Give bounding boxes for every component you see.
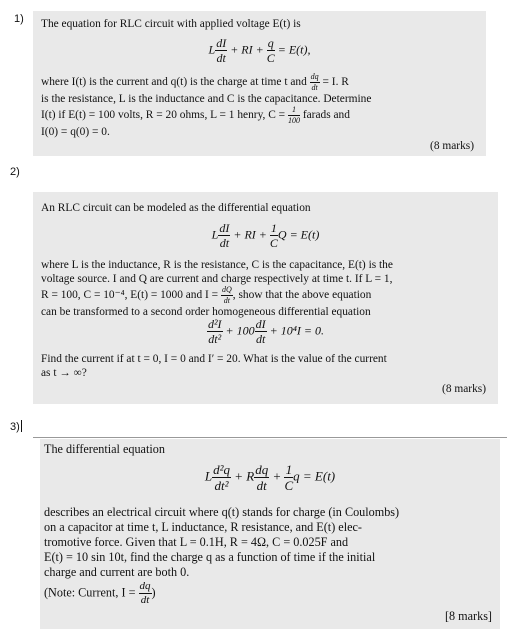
q1-line-1 (41, 73, 476, 92)
q2-line-2: voltage source. I and Q are current and charge respectively at time t. If L = 1, (41, 273, 393, 285)
q2-inline-frac (221, 286, 233, 305)
q1-line-2: is the resistance, L is the inductance and C is the capacitance. Determine (41, 93, 372, 105)
eq2-frac-1-C (270, 222, 278, 249)
question-2-marks: (8 marks) (442, 383, 486, 395)
eq3-frac3-den: C (284, 478, 294, 493)
question-3-card (40, 439, 500, 629)
q2-question-line-2: as t → ∞? (41, 367, 87, 379)
q3-note-num: dq (139, 580, 151, 592)
eq3-mid: + R (234, 468, 255, 484)
q3-line-2: on a capacitor at time t, L inductance, R resistance, and E(t) elec- (44, 520, 362, 534)
eq2b-frac-d2I-dt2 (207, 318, 223, 345)
q2-line-3a: R = 100, C = 10⁻⁴, E(t) = 1000 and I = (41, 289, 219, 302)
eq1-frac1-den: dt (216, 51, 226, 65)
question-1-marks: (8 marks) (430, 140, 474, 152)
q3-note-lead: (Note: Current, I = (44, 585, 136, 600)
question-2-card (33, 192, 498, 404)
q2-question-line-1: Find the current if at t = 0, I = 0 and I′ = 20. What is the value of the current (41, 353, 387, 365)
q1-inline-den: dt (311, 83, 318, 92)
eq2-frac1-num: dI (219, 221, 230, 235)
question-2-number: 2) (10, 166, 20, 178)
question-2-equation-2 (33, 318, 498, 345)
eq2b-tail: + 10⁴I = 0. (269, 323, 325, 338)
q3-note-den: dt (140, 594, 150, 606)
q2-line-1: where L is the inductance, R is the resistance, C is the capacitance, E(t) is the (41, 259, 393, 271)
eq2b-frac1-den: dt² (208, 332, 222, 346)
eq2-frac1-den: dt (219, 236, 230, 250)
q2-inline-num: dQ (221, 285, 232, 294)
question-3-number (10, 420, 22, 433)
eq1-lead: L (208, 42, 216, 57)
question-1-card (33, 11, 486, 156)
q2-line-4: can be transformed to a second order homogeneous differential equation (41, 306, 371, 318)
eq2-frac2-den: C (269, 236, 278, 250)
question-3-intro: The differential equation (44, 442, 165, 456)
eq2-mid: + RI + (233, 227, 267, 242)
q1-line-4: I(0) = q(0) = 0. (41, 126, 110, 138)
question-2-equation (33, 222, 498, 249)
q1-c-den: 100 (287, 116, 300, 125)
q1-line-1-text: where I(t) is the current and q(t) is the charge at time t and (41, 76, 307, 89)
q1-line-1-tail: = I. R (322, 76, 349, 89)
question-3-body (44, 505, 494, 606)
q3-line-1: describes an electrical circuit where q(t) stands for charge (in Coulombs) (44, 505, 400, 519)
eq3-frac-1-C (284, 463, 293, 492)
q1-inline-num: dq (310, 72, 319, 81)
eq3-frac1-den: dt² (214, 478, 229, 493)
q3-note-tail: ) (151, 585, 156, 600)
question-2-body (41, 258, 488, 319)
question-1-number: 1) (14, 13, 24, 25)
eq3-frac2-num: dq (255, 462, 269, 477)
eq3-lead: L (204, 468, 213, 484)
q1-line-3b: farads and (302, 109, 350, 122)
q3-line-3: tromotive force. Given that L = 0.1H, R = 4Ω, C = 0.025F and (44, 535, 349, 549)
q1-line-3 (41, 106, 476, 125)
q3-line-4: E(t) = 10 sin 10t, find the charge q as a function of time if the initial (44, 550, 376, 564)
q1-c-num: 1 (288, 106, 300, 116)
question-3-label: 3) (10, 421, 20, 433)
eq2-frac-dI-dt (218, 222, 230, 249)
eq3-frac1-num: d²q (213, 462, 230, 477)
q2-line-3 (41, 286, 488, 305)
question-2-intro: An RLC circuit can be modeled as the differential equation (41, 202, 311, 214)
eq2b-mid: + 100 (225, 323, 255, 338)
question-3-equation (40, 463, 500, 492)
eq1-frac2-num: q (267, 36, 274, 50)
q3-note (44, 581, 494, 606)
eq3-plus: + (272, 468, 282, 484)
q2-line-3b: , show that the above equation (232, 289, 372, 302)
eq1-frac2-den: C (266, 51, 275, 65)
eq2b-frac-dI-dt (255, 318, 267, 345)
question-2-question (41, 352, 488, 380)
eq3-frac-dq-dt (254, 463, 269, 492)
q1-inline-frac (310, 73, 320, 92)
eq3-frac2-den: dt (256, 478, 267, 493)
eq3-frac3-num: 1 (285, 462, 293, 477)
eq2b-frac1-num: d²I (207, 317, 222, 331)
text-cursor-icon (21, 420, 22, 432)
eq1-frac1-num: dI (216, 36, 227, 50)
eq1-frac-dI-dt (215, 37, 227, 64)
eq3-frac-d2q-dt2 (212, 463, 231, 492)
eq3-tail: q = E(t) (293, 468, 336, 484)
q3-note-frac (139, 581, 152, 606)
eq2-lead: L (211, 227, 219, 242)
eq2-tail: Q = E(t) (277, 227, 320, 242)
question-1-body (41, 73, 476, 139)
eq1-frac-q-C (267, 37, 275, 64)
question-1-equation (33, 37, 486, 64)
q1-line-3a: I(t) if E(t) = 100 volts, R = 20 ohms, L = 1 henry, C = (41, 109, 286, 122)
q3-line-5: charge and current are both 0. (44, 565, 190, 579)
eq2-frac2-num: 1 (270, 221, 277, 235)
q1-c-frac (288, 106, 300, 125)
q2-inline-den: dt (223, 296, 230, 305)
eq1-tail: = E(t), (277, 42, 311, 57)
question-1-intro: The equation for RLC circuit with applied voltage E(t) is (41, 18, 301, 30)
eq1-mid: + RI + (230, 42, 264, 57)
eq2b-frac2-den: dt (255, 332, 266, 346)
divider-line (33, 437, 507, 438)
eq2b-frac2-num: dI (255, 317, 266, 331)
question-3-marks: [8 marks] (444, 609, 492, 623)
